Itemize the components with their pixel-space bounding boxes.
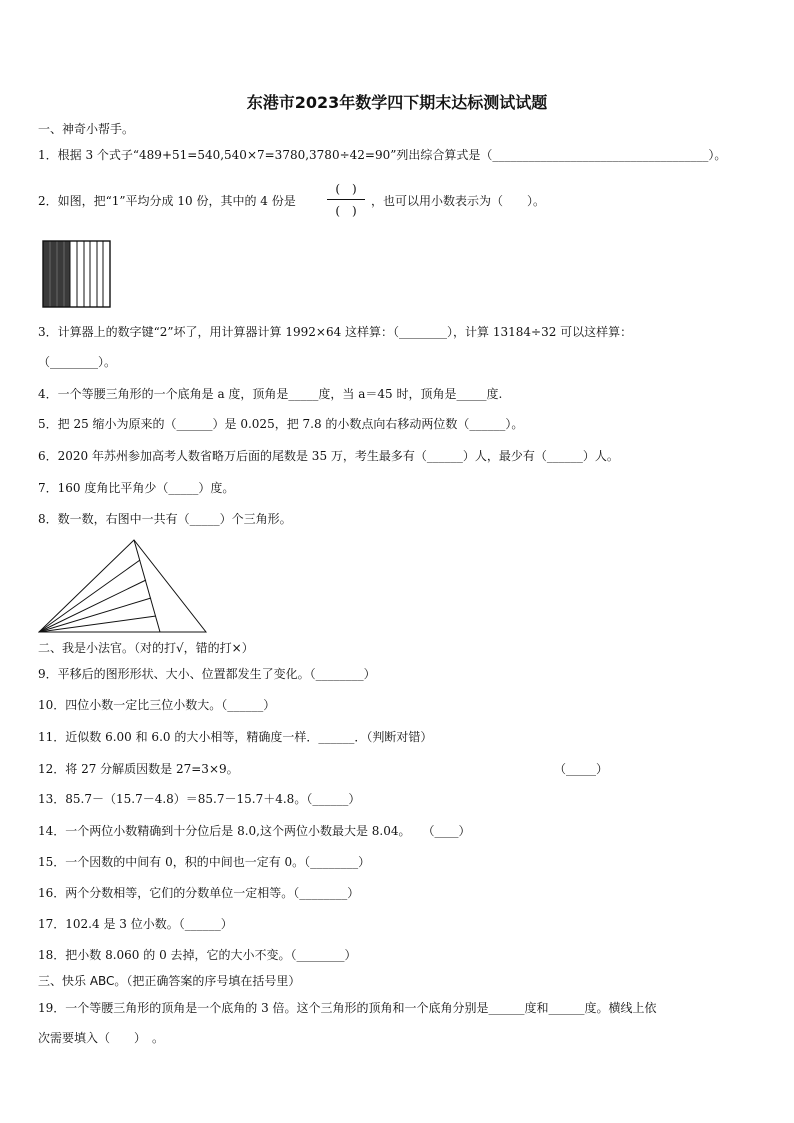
triangle-figure [38,538,208,634]
question-9: 9．平移后的图形形状、大小、位置都发生了变化。（________） [38,667,376,681]
question-13: 13．85.7－（15.7－4.8）＝85.7－15.7＋4.8。（______） [38,792,361,806]
question-3-line-2: （________）。 [38,355,117,369]
question-18: 18．把小数 8.060 的 0 去掉，它的大小不变。（________） [38,948,357,962]
question-10: 10．四位小数一定比三位小数大。（______） [38,698,276,712]
question-3-line-1: 3．计算器上的数字键“2”坏了，用计算器计算 1992×64 这样算：（________），计算 13184÷32 可以这样算： [38,325,633,339]
section-1-heading: 一、神奇小帮手。 [38,122,135,136]
question-1: 1．根据 3 个式子“489+51=540,540×7=3780,3780÷42=90”列出综合算式是（____________________________________）。 [38,148,727,162]
question-19-line-2: 次需要填入（ ） 。 [38,1031,165,1045]
question-19-line-1: 19．一个等腰三角形的顶角是一个底角的 3 倍。这个三角形的顶角和一个底角分别是______度和______度。横线上依 [38,1001,657,1015]
ten-strips-figure [42,240,112,308]
question-16: 16．两个分数相等，它们的分数单位一定相等。（________） [38,886,360,900]
fraction-denominator: ( ) [335,204,357,218]
section-2-heading: 二、我是小法官。（对的打√，错的打×） [38,641,254,655]
question-6: 6．2020 年苏州参加高考人数省略万后面的尾数是 35 万，考生最多有（______）人，最少有（______）人。 [38,449,619,463]
page-title: 东港市2023年数学四下期末达标测试试题 [246,93,548,112]
question-2-part-a: 2．如图，把“1”平均分成 10 份，其中的 4 份是 [38,194,296,208]
fraction-numerator: ( ) [327,180,365,200]
question-12: 12．将 27 分解质因数是 27=3×9。 [38,762,239,776]
question-11: 11．近似数 6.00 和 6.0 的大小相等，精确度一样．______．（判断对错） [38,730,433,744]
question-15: 15．一个因数的中间有 0，积的中间也一定有 0。（________） [38,855,371,869]
fraction-blank [327,180,365,219]
question-4: 4．一个等腰三角形的一个底角是 a 度，顶角是_____度，当 a＝45 时，顶角是_____度. [38,387,503,401]
shaded-strips [43,241,70,307]
question-14: 14．一个两位小数精确到十分位后是 8.0,这个两位小数最大是 8.04。 （____） [38,824,471,838]
question-2-part-b: ，也可以用小数表示为（ ）。 [371,194,546,208]
question-12-blank: （_____） [554,762,609,776]
section-3-heading: 三、快乐 ABC。（把正确答案的序号填在括号里） [38,974,301,988]
question-17: 17．102.4 是 3 位小数。（______） [38,917,233,931]
question-8: 8．数一数，右图中一共有（_____）个三角形。 [38,512,292,526]
question-7: 7．160 度角比平角少（_____）度。 [38,481,235,495]
question-5: 5．把 25 缩小为原来的（______）是 0.025，把 7.8 的小数点向右移动两位数（______）。 [38,417,524,431]
